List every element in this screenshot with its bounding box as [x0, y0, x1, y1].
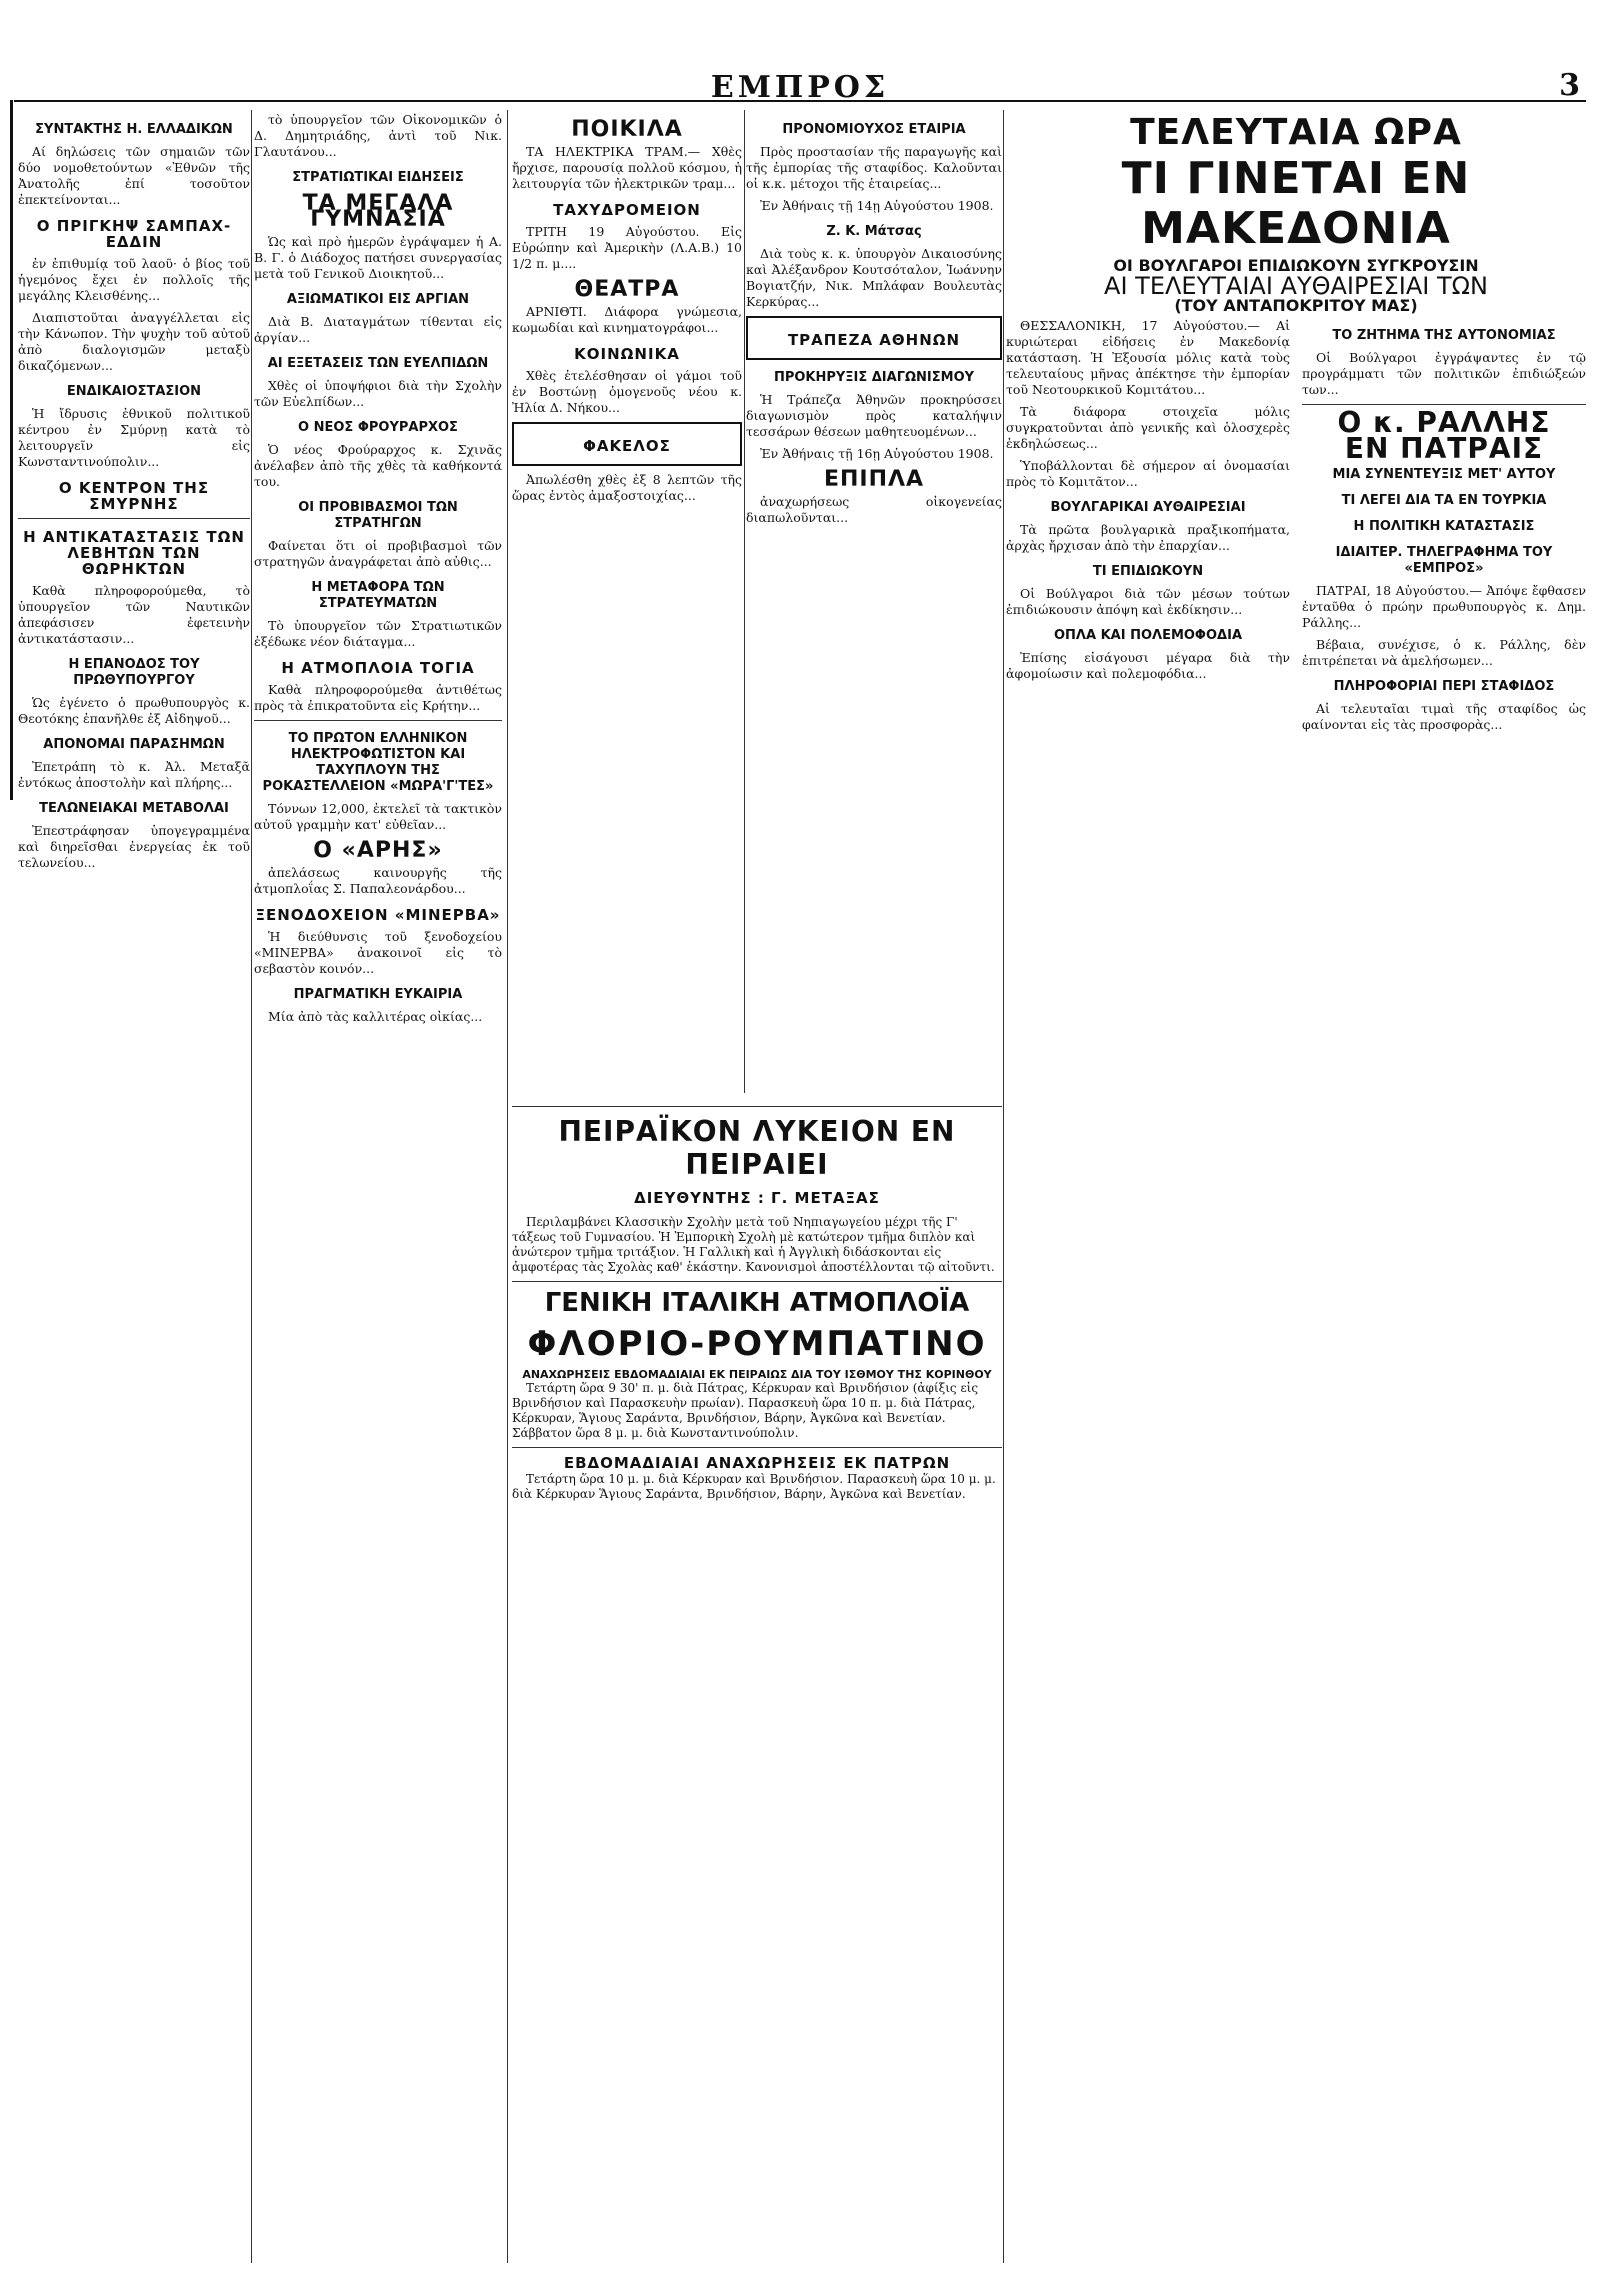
- headline: ΣΤΡΑΤΙΩΤΙΚΑΙ ΕΙΔΗΣΕΙΣ: [292, 170, 464, 185]
- left-margin-bar: [10, 100, 13, 800]
- headline: ΠΡΟΝΟΜΙΟΥΧΟΣ ΕΤΑΙΡΙΑ: [782, 122, 966, 137]
- headline: Η ΑΝΤΙΚΑΤΑΣΤΑΣΙΣ ΤΩΝ ΛΕΒΗΤΩΝ ΤΩΝ ΘΩΡΗΚΤΩΝ: [23, 528, 245, 578]
- article-text: Ὁ νέος Φρούραρχος κ. Σχινᾶς ἀνέλαβεν ἀπὸ τῆς χθὲς τὰ καθήκοντά του.: [254, 442, 502, 489]
- headline: Η ΕΠΑΝΟΔΟΣ ΤΟΥ ΠΡΩΘΥΠΟΥΡΓΟΥ: [68, 657, 200, 688]
- page-number: 3: [1559, 68, 1580, 103]
- ad-box: [512, 422, 742, 466]
- ad-subheadline: ΔΙΕΥΘΥΝΤΗΣ : Γ. ΜΕΤΑΞΑΣ: [634, 1189, 880, 1207]
- article-text: Ἡ Τράπεζα Ἀθηνῶν προκηρύσσει διαγωνισμὸν πρὸς καταλήψιν τεσσάρων θέσεων μαθητευομένων...: [746, 392, 1002, 439]
- article-text: Οἱ Βούλγαροι ἐγγράψαντες ἐν τῷ προγράμματι τῶν πολιτικῶν ἐπιδιώξεών των...: [1302, 350, 1586, 397]
- article-text: Καθὰ πληροφορούμεθα, τὸ ὑπουργεῖον τῶν Ναυτικῶν ἀπεφάσισεν ἐφετεινὴν ἀντικατάστασιν...: [18, 583, 250, 646]
- subcolumn-right: [1302, 318, 1586, 739]
- headline: ΤΑ ΜΕΓΑΛΑ ΓΥΜΝΑΣΙΑ: [302, 191, 454, 232]
- article-text: ΤΡΙΤΗ 19 Αὐγούστου. Εἰς Εὐρώπην καὶ Ἀμερικὴν (Λ.Α.Β.) 10 1/2 π. μ....: [512, 224, 742, 271]
- article-text: Τὰ πρῶτα βουλγαρικὰ πραξικοπήματα, ἀρχὰς ἤρχισαν ἀπὸ τὴν ἐπαρχίαν...: [1006, 522, 1290, 553]
- article-text: Ὡς καὶ πρὸ ἡμερῶν ἐγράψαμεν ἡ Α. Β. Γ. ὁ Διάδοχος πατήσει συνεργασίας μετὰ τοῦ Γενικοῦ Διοικητοῦ...: [254, 234, 502, 281]
- article-text: Χθὲς ἐτελέσθησαν οἱ γάμοι τοῦ ἐν Βοστώνῃ ὁμογενοῦς νέου κ. Ἠλία Δ. Νήκου...: [512, 368, 742, 415]
- article-text: Ὡς ἐγένετο ὁ πρωθυπουργὸς κ. Θεοτόκης ἐπανῆλθε ἐξ Αἰδηψοῦ...: [18, 695, 250, 726]
- divider: [512, 1106, 1002, 1107]
- ad-text: Μία ἀπὸ τὰς καλλιτέρας οἰκίας...: [268, 1009, 483, 1024]
- article-text: Καθὰ πληροφορούμεθα ἀντιθέτως πρὸς τὰ ἐπικρατοῦντα εἰς Κρήτην...: [254, 682, 502, 713]
- main-headline: ΤΙ ΓΙΝΕΤΑΙ ΕΝ ΜΑΚΕΔΟΝΙΑ: [1121, 153, 1471, 254]
- ad-text: Περιλαμβάνει Κλασσικὴν Σχολὴν μετὰ τοῦ Νηπιαγωγείου μέχρι τῆς Γ' τάξεως τοῦ Γυμνασίου. Ἡ Ἐμπορικὴ Σχολὴ μὲ κατώτερον τμῆμα διπλὸν καὶ ἀνώτερον τμῆμα τριτάξιον. Ἡ Γαλλικὴ καὶ ἡ Ἀγγλικὴ διδάσκονται εἰς ἀμφοτέρας τὰς Σχολὰς καθ' ἑκάστην. Κανονισμοὶ ἀποστέλλονται τῷ αἰτοῦντι.: [512, 1215, 995, 1274]
- headline: ΙΔΙΑΙΤΕΡ. ΤΗΛΕΓΡΑΦΗΜΑ ΤΟΥ «ΕΜΠΡΟΣ»: [1335, 545, 1553, 576]
- headline: ΕΝΔΙΚΑΙΟΣΤΑΣΙΟΝ: [66, 384, 202, 399]
- article-text: Ἐπίσης εἰσάγουσι μέγαρα διὰ τὴν ἀφομοίωσιν καὶ πολεμοφόδια...: [1006, 650, 1290, 681]
- headline: ΠΡΟΚΗΡΥΞΙΣ ΔΙΑΓΩΝΙΣΜΟΥ: [773, 370, 975, 385]
- article-text: ἐν ἐπιθυμίᾳ τοῦ λαοῦ· ὁ βίος τοῦ ἡγεμόνος ἔχει ἐν πολλοῖς τῆς μεγάλης Κλεισθένης...: [18, 256, 250, 303]
- byline-header: ΣΥΝΤΑΚΤΗΣ Η. ΕΛΛΑΔΙΚΩΝ: [35, 122, 233, 137]
- article-text: Τὸ ὑπουργεῖον τῶν Στρατιωτικῶν ἐξέδωκε νέον διάταγμα...: [254, 618, 502, 649]
- ad-text: Τετάρτη ὥρα 10 μ. μ. διὰ Κέρκυραν καὶ Βρινδήσιον. Παρασκευὴ ὥρα 10 μ. μ. διὰ Κέρκυραν Ἅγιους Σαράντα, Βρινδήσιον, Βάρην, Ἀγκῶνα καὶ Βενετίαν.: [512, 1472, 996, 1501]
- article-text: ΠΑΤΡΑΙ, 18 Αὐγούστου.— Ἀπόψε ἔφθασεν ἐνταῦθα ὁ πρώην πρωθυπουργὸς κ. Δημ. Ράλλης...: [1302, 583, 1586, 630]
- ad-headline: ΤΟ ΠΡΩΤΟΝ ΕΛΛΗΝΙΚΟΝ ΗΛΕΚΤΡΟΦΩΤΙΣΤΟΝ ΚΑΙ ΤΑΧΥΠΛΟΥΝ ΤΗΣ ΡΟΚΑΣΤΕΛΛΕΙΟΝ «ΜΩΡΑ'Γ'ΤΕΣ»: [262, 731, 494, 794]
- ad-text: Τετάρτη ὥρα 9 30' π. μ. διὰ Πάτρας, Κέρκυραν καὶ Βρινδήσιον (ἀφίξις εἰς Βρινδήσιον καὶ Παρασκευὴν πρωίαν). Παρασκευὴ ὥρα 10 π. μ. διὰ Πάτρας, Κέρκυραν, Ἅγιους Σαράντα, Βρινδήσιον, Βάρην, Ἀγκῶνα καὶ Βενετίαν. Σάββατον ὥρα 8 μ. μ. διὰ Κωνσταντινούπολιν.: [512, 1381, 979, 1440]
- column-2: [254, 112, 502, 2263]
- divider: [512, 1281, 1002, 1282]
- ad-headline: ΦΛΟΡΙΟ-ΡΟΥΜΠΑΤΙΝΟ: [527, 1324, 987, 1364]
- ad-headline: ΞΕΝΟΔΟΧΕΙΟΝ «ΜΙΝΕΡΒΑ»: [255, 906, 501, 924]
- subheadline: (ΤΟΥ ΑΝΤΑΠΟΚΡΙΤΟΥ ΜΑΣ): [1174, 296, 1418, 315]
- article-text: ΑΡΝΙΘΤΙ. Διάφορα γνώμεσια, κωμωδίαι καὶ κινηματογράφοι...: [512, 304, 742, 335]
- headline: ΕΝ ΠΑΤΡΑΙΣ: [1344, 432, 1544, 465]
- column-1: [18, 112, 250, 2263]
- article-text: Ἐν Ἀθήναις τῇ 16ῃ Αὐγούστου 1908.: [760, 446, 994, 461]
- headline: ΤΑΧΥΔΡΟΜΕΙΟΝ: [553, 201, 701, 219]
- section-headline: ΤΕΛΕΥΤΑΙΑ ΩΡΑ: [1130, 112, 1462, 153]
- article-text: Διὰ τοὺς κ. κ. ὑπουργὸν Δικαιοσύνης καὶ Ἀλέξανδρον Κουτσόταλον, Ἰωάννην Βογιατζήν, Νικ. Μπλάφαν Βουλευτὰς Κερκύρας...: [746, 246, 1002, 309]
- headline: Ο ΚΕΝΤΡΟΝ ΤΗΣ ΣΜΥΡΝΗΣ: [58, 479, 210, 513]
- column-3: [512, 112, 742, 1093]
- article-text: Χθὲς οἱ ὑποψήφιοι διὰ τὴν Σχολὴν τῶν Εὐελπίδων...: [254, 378, 502, 409]
- headline: ΘΕΑΤΡΑ: [574, 277, 680, 302]
- headline: Η ΑΤΜΟΠΛΟΙΑ ΤΟΓΙΑ: [281, 659, 475, 677]
- ad-headline: Ο «ΑΡΗΣ»: [313, 838, 443, 863]
- headline: Ο κ. ΡΑΛΛΗΣ: [1337, 406, 1551, 439]
- newspaper-title: ΕΜΠΡΟΣ: [710, 70, 890, 105]
- article-text: Ὑποβάλλονται δὲ σήμερον αἱ ὀνομασίαι πρὸς τὸ Κομιτᾶτον...: [1006, 458, 1290, 489]
- headline: ΠΟΙΚΙΛΑ: [571, 117, 683, 142]
- headline: ΑΠΟΝΟΜΑΙ ΠΑΡΑΣΗΜΩΝ: [43, 737, 225, 752]
- headline: ΤΕΛΩΝΕΙΑΚΑΙ ΜΕΤΑΒΟΛΑΙ: [39, 801, 229, 816]
- ad-headline: ΕΠΙΠΛΑ: [823, 467, 925, 492]
- headline: ΑΞΙΩΜΑΤΙΚΟΙ ΕΙΣ ΑΡΓΙΑΝ: [286, 292, 470, 307]
- article-text: Ἐπεστράφησαν ὑπογεγραμμένα καὶ διηρεῖσθαι ἐνεργείας ἐκ τοῦ τελωνείου...: [18, 823, 250, 870]
- headline: ΚΟΙΝΩΝΙΚΑ: [574, 345, 680, 363]
- article-text: ΘΕΣΣΑΛΟΝΙΚΗ, 17 Αὐγούστου.— Αἱ κυριώτεραι εἰδήσεις ἐν Μακεδονίᾳ κατάσταση. Ἡ Ἐξουσία μόλις κατὰ τοὺς τελευταίους μῆνας ἀπέκτησε τὴν ἐμπορίαν τοῦ Νεοτουρκικοῦ Κομιτάτου...: [1006, 318, 1290, 397]
- ad-text: ἀπελάσεως καινουργῆς τῆς ἀτμοπλοΐας Σ. Παπαλεονάρδου...: [254, 865, 502, 896]
- headline: Ο ΝΕΟΣ ΦΡΟΥΡΑΡΧΟΣ: [298, 420, 458, 435]
- column-rule: [744, 110, 745, 1093]
- article-text: Διαπιστοῦται ἀναγγέλλεται εἰς τὴν Κάνωπον. Τὴν ψυχὴν τοῦ αὐτοῦ ἀπὸ διαλογισμῶν μεταξὺ δικαζόμενων...: [18, 310, 250, 373]
- ad-headline: ΦΑΚΕΛΟΣ: [583, 437, 671, 455]
- wide-advertisements: [512, 1100, 1002, 2263]
- headline: ΤΙ ΛΕΓΕΙ ΔΙΑ ΤΑ ΕΝ ΤΟΥΡΚΙΑ: [1341, 493, 1547, 508]
- divider: [18, 518, 250, 519]
- article-text: ΤΑ ΗΛΕΚΤΡΙΚΑ ΤΡΑΜ.— Χθὲς ἤρχισε, παρουσίᾳ πολλοῦ κόσμου, ἡ λειτουργία τῶν ἠλεκτρικῶν τραμ...: [512, 144, 742, 191]
- ad-text: ἀναχωρήσεως οἰκογενείας διαπωλοῦνται...: [746, 494, 1002, 525]
- headline: ΟΙ ΠΡΟΒΙΒΑΣΜΟΙ ΤΩΝ ΣΤΡΑΤΗΓΩΝ: [298, 500, 458, 531]
- headline: ΤΙ ΕΠΙΔΙΩΚΟΥΝ: [1092, 564, 1204, 579]
- bank-notice-box: [746, 316, 1002, 360]
- headline: Ο ΠΡΙΓΚΗΨ ΣΑΜΠΑΧ-ΕΔΔΙΝ: [36, 217, 232, 251]
- ad-subheadline: ΑΝΑΧΩΡΗΣΕΙΣ ΕΒΔΟΜΑΔΙΑΙΑΙ ΕΚ ΠΕΙΡΑΙΩΣ ΔΙΑ ΤΟΥ ΙΣΘΜΟΥ ΤΗΣ ΚΟΡΙΝΘΟΥ: [522, 1368, 992, 1381]
- subcolumn-left: [1006, 318, 1290, 739]
- subheadline: ΑΙ ΤΕΛΕΥΤΑΙΑΙ ΑΥΘΑΙΡΕΣΙΑΙ ΤΩΝ: [1104, 272, 1488, 300]
- column-rule: [507, 110, 508, 2263]
- headline: ΤΟ ΖΗΤΗΜΑ ΤΗΣ ΑΥΤΟΝΟΜΙΑΣ: [1332, 328, 1556, 343]
- article-text: Οἱ Βούλγαροι διὰ τῶν μέσων τούτων ἐπιδιώκουσιν ἀπόψη καὶ ἐκδίκησιν...: [1006, 586, 1290, 617]
- divider: [512, 1447, 1002, 1448]
- headline: ΟΠΛΑ ΚΑΙ ΠΟΛΕΜΟΦΟΔΙΑ: [1054, 628, 1242, 643]
- article-text: Αί δηλώσεις τῶν σημαιῶν τῶν δύο νομοθετούντων «Ἐθνῶν τῆς Ἀνατολῆς ἐπί τοσοῦτον ἐπεκτείνονται...: [18, 144, 250, 207]
- column-rule: [1003, 110, 1004, 2263]
- column-4: [746, 112, 1002, 1093]
- article-text: τὸ ὑπουργεῖον τῶν Οἰκονομικῶν ὁ Δ. Δημητριάδης, ἀντὶ τοῦ Νικ. Γλαυτάνου...: [254, 112, 502, 159]
- ad-headline: ΠΡΑΓΜΑΤΙΚΗ ΕΥΚΑΙΡΙΑ: [293, 987, 463, 1002]
- divider: [254, 720, 502, 721]
- two-column-text: [1006, 318, 1586, 739]
- ad-headline: ΕΒΔΟΜΑΔΙΑΙΑΙ ΑΝΑΧΩΡΗΣΕΙΣ ΕΚ ΠΑΤΡΩΝ: [563, 1454, 951, 1472]
- headline: ΒΟΥΛΓΑΡΙΚΑΙ ΑΥΘΑΙΡΕΣΙΑΙ: [1050, 500, 1246, 515]
- ad-text: Ἡ διεύθυνσις τοῦ ξενοδοχείου «ΜΙΝΕΡΒΑ» ἀνακοινοῖ εἰς τὸ σεβαστὸν κοινόν...: [254, 929, 502, 976]
- article-text: Ἡ ἴδρυσις ἐθνικοῦ πολιτικοῦ κέντρου ἐν Σμύρνῃ κατὰ τὸ λειτουργεῖν εἰς Κωνσταντινούπολιν...: [18, 406, 250, 469]
- ad-headline: ΓΕΝΙΚΗ ΙΤΑΛΙΚΗ ΑΤΜΟΠΛΟΪΑ: [544, 1288, 970, 1318]
- masthead: [14, 68, 1586, 105]
- headline: Η ΠΟΛΙΤΙΚΗ ΚΑΤΑΣΤΑΣΙΣ: [1353, 519, 1535, 534]
- divider: [1302, 404, 1586, 405]
- article-text: Πρὸς προστασίαν τῆς παραγωγῆς καὶ τῆς ἐμπορίας τῆς σταφίδος. Καλοῦνται οἱ κ.κ. μέτοχοι τῆς ἑταιρείας...: [746, 144, 1002, 191]
- column-5: [1006, 112, 1586, 2263]
- ad-headline: ΠΕΙΡΑΪΚΟΝ ΛΥΚΕΙΟΝ ΕΝ ΠΕΙΡΑΙΕΙ: [558, 1115, 956, 1181]
- headline: ΜΙΑ ΣΥΝΕΝΤΕΥΞΙΣ ΜΕΤ' ΑΥΤΟΥ: [1332, 467, 1556, 482]
- article-text: Ἐν Ἀθήναις τῇ 14ῃ Αὐγούστου 1908.: [760, 198, 994, 213]
- article-text: Βέβαια, συνέχισε, ὁ κ. Ράλλης, δὲν ἐπιτρέπεται νὰ ἀμελήσωμεν...: [1302, 637, 1586, 668]
- article-text: Αἱ τελευταῖαι τιμαὶ τῆς σταφίδος ὡς φαίνονται εἰς τὰς προσφορὰς...: [1302, 701, 1586, 732]
- headline: ΤΡΑΠΕΖΑ ΑΘΗΝΩΝ: [787, 331, 961, 349]
- subheadline: ΟΙ ΒΟΥΛΓΑΡΟΙ ΕΠΙΔΙΩΚΟΥΝ ΣΥΓΚΡΟΥΣΙΝ: [1113, 256, 1479, 275]
- article-text: Διὰ Β. Διαταγμάτων τίθενται εἰς ἀργίαν...: [254, 314, 502, 345]
- headline: ΑΙ ΕΞΕΤΑΣΕΙΣ ΤΩΝ ΕΥΕΛΠΙΔΩΝ: [267, 356, 489, 371]
- article-text: Φαίνεται ὅτι οἱ προβιβασμοὶ τῶν στρατηγῶν ἀναγράφεται ἀπὸ αὐθις...: [254, 538, 502, 569]
- headline: Η ΜΕΤΑΦΟΡΑ ΤΩΝ ΣΤΡΑΤΕΥΜΑΤΩΝ: [311, 580, 445, 611]
- ad-text: Τόννων 12,000, ἐκτελεῖ τὰ τακτικὸν αὐτοῦ γραμμὴν κατ' εὐθεῖαν...: [254, 801, 502, 832]
- article-text: Ἀπωλέσθη χθὲς ἐξ 8 λεπτῶν τῆς ὥρας ἐντὸς ἀμαξοστοιχίας...: [512, 472, 742, 503]
- signature: Ζ. Κ. Μάτσας: [826, 224, 922, 239]
- headline: ΠΛΗΡΟΦΟΡΙΑΙ ΠΕΡΙ ΣΤΑΦΙΔΟΣ: [1333, 679, 1555, 694]
- article-text: Τὰ διάφορα στοιχεῖα μόλις συγκρατοῦνται ἀπὸ γενικῆς καὶ ὁλοσχερὲς ἐκδηλώσεως...: [1006, 404, 1290, 451]
- column-rule: [251, 110, 252, 2263]
- article-text: Ἐπετράπη τὸ κ. Ἀλ. Μεταξᾶ ἐντόκως ἀποστολὴν καὶ πλήρης...: [18, 759, 250, 790]
